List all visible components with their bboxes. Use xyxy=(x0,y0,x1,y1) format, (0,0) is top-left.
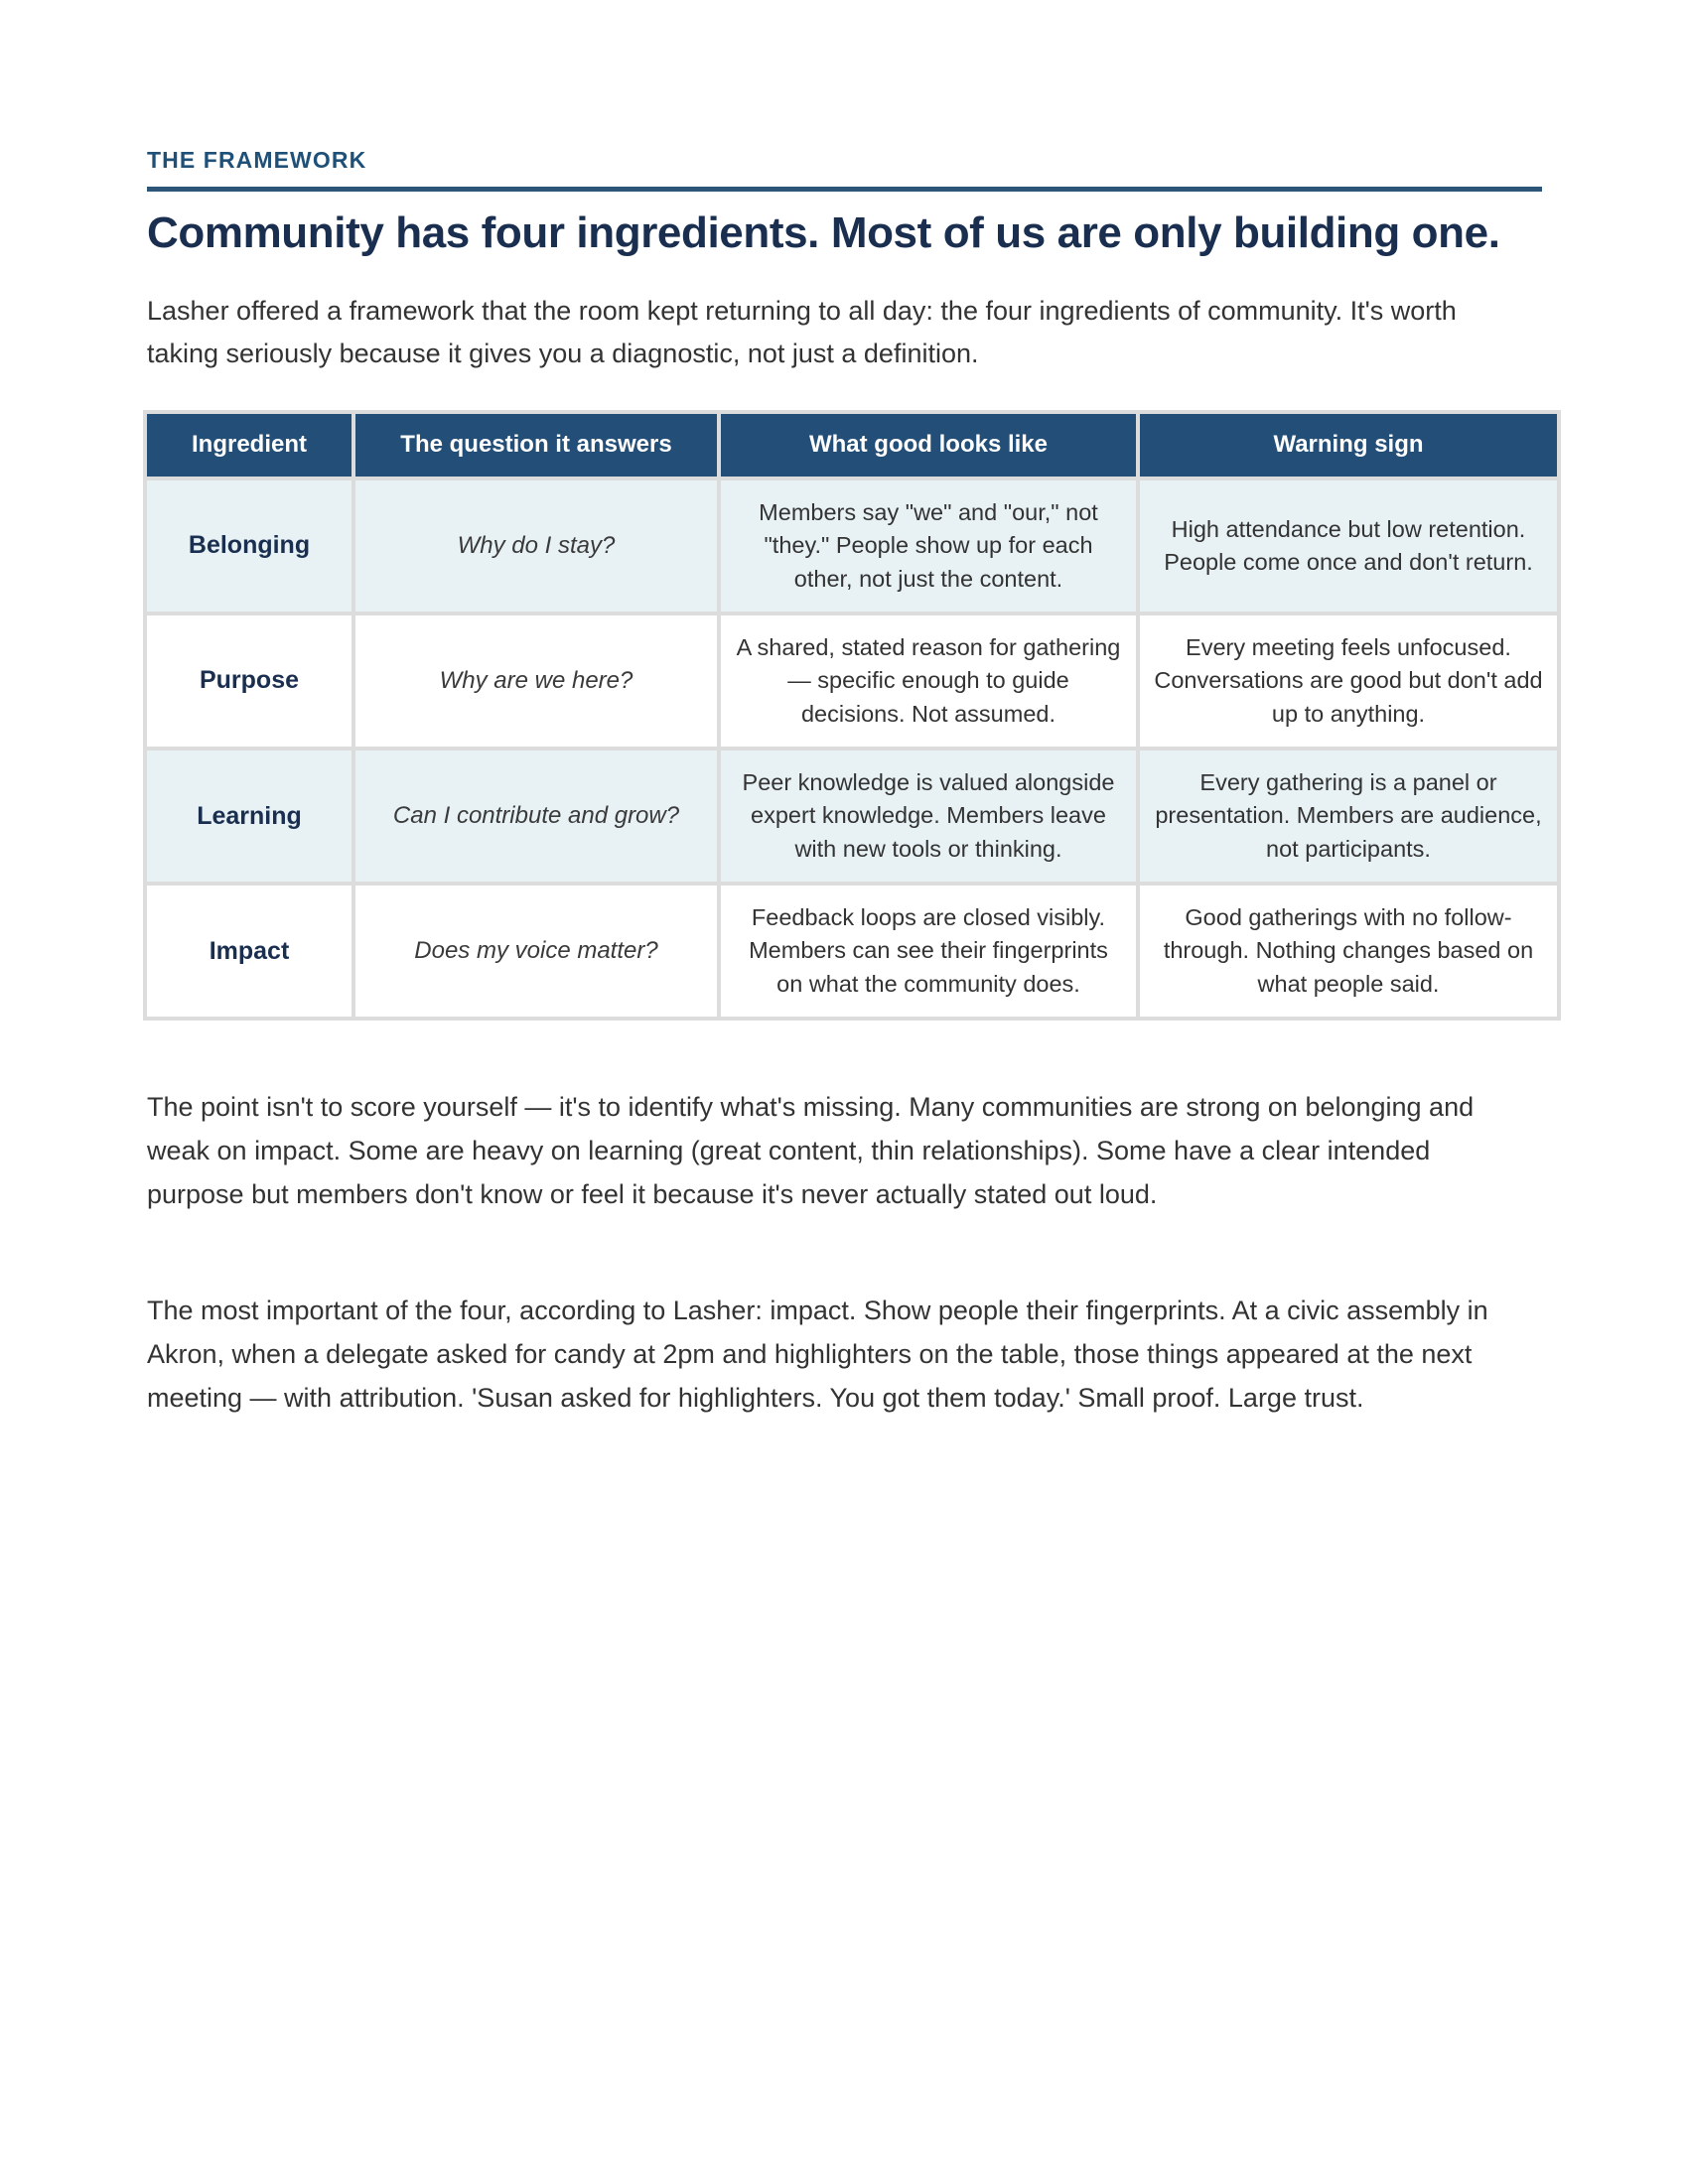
framework-table xyxy=(143,410,1561,1021)
cell-ingredient: Learning xyxy=(147,751,352,882)
column-header-ingredient: Ingredient xyxy=(147,414,352,477)
header-divider-rule xyxy=(147,187,1542,192)
table-row xyxy=(147,886,1557,1017)
table-row xyxy=(147,615,1557,747)
column-header-warning: Warning sign xyxy=(1140,414,1557,477)
cell-warning: Every meeting feels unfocused. Conversations are good but don't add up to anything. xyxy=(1140,615,1557,747)
section-eyebrow: THE FRAMEWORK xyxy=(147,147,367,173)
cell-warning: High attendance but low retention. People come once and don't return. xyxy=(1140,480,1557,612)
table-row xyxy=(147,751,1557,882)
body-paragraph-2: The most important of the four, according to Lasher: impact. Show people their fingerprints. At a civic assembly in Akron, when a delegate asked for candy at 2pm and highlighters on the table, those things appeared at the next meeting — with attribution. 'Susan asked for highlighters. You got them today.' Small proof. Large trust. xyxy=(147,1296,1488,1413)
column-header-question: The question it answers xyxy=(355,414,717,477)
cell-question: Why are we here? xyxy=(355,615,717,747)
framework-table-wrapper xyxy=(147,410,1547,1021)
column-header-good: What good looks like xyxy=(721,414,1136,477)
cell-ingredient: Impact xyxy=(147,886,352,1017)
cell-good: Peer knowledge is valued alongside expert knowledge. Members leave with new tools or thinking. xyxy=(721,751,1136,882)
cell-good: Members say "we" and "our," not "they." People show up for each other, not just the content. xyxy=(721,480,1136,612)
table-body xyxy=(147,480,1557,1017)
table-header-row xyxy=(147,414,1557,477)
cell-ingredient: Belonging xyxy=(147,480,352,612)
cell-question: Does my voice matter? xyxy=(355,886,717,1017)
cell-question: Why do I stay? xyxy=(355,480,717,612)
cell-question: Can I contribute and grow? xyxy=(355,751,717,882)
paragraph-spacer xyxy=(147,1250,1547,1290)
cell-ingredient: Purpose xyxy=(147,615,352,747)
cell-warning: Every gathering is a panel or presentation. Members are audience, not participants. xyxy=(1140,751,1557,882)
table-header xyxy=(147,414,1557,477)
intro-paragraph: Lasher offered a framework that the room kept returning to all day: the four ingredients of community. It's worth taking seriously because it gives you a diagnostic, not just a definition. xyxy=(147,295,1457,369)
cell-warning: Good gatherings with no follow-through. Nothing changes based on what people said. xyxy=(1140,886,1557,1017)
document-content xyxy=(147,147,1547,1454)
cell-good: Feedback loops are closed visibly. Members can see their fingerprints on what the community does. xyxy=(721,886,1136,1017)
table-row xyxy=(147,480,1557,612)
page-title: Community has four ingredients. Most of us are only building one. xyxy=(147,207,1500,257)
table-bottom-spacer xyxy=(147,1021,1547,1086)
cell-good: A shared, stated reason for gathering — specific enough to guide decisions. Not assumed. xyxy=(721,615,1136,747)
body-paragraph-1: The point isn't to score yourself — it's to identify what's missing. Many communities are strong on belonging and weak on impact. Some are heavy on learning (great content, thin relationships). Some have a clear intended purpose but members don't know or feel it because it's never actually stated out loud. xyxy=(147,1092,1475,1209)
